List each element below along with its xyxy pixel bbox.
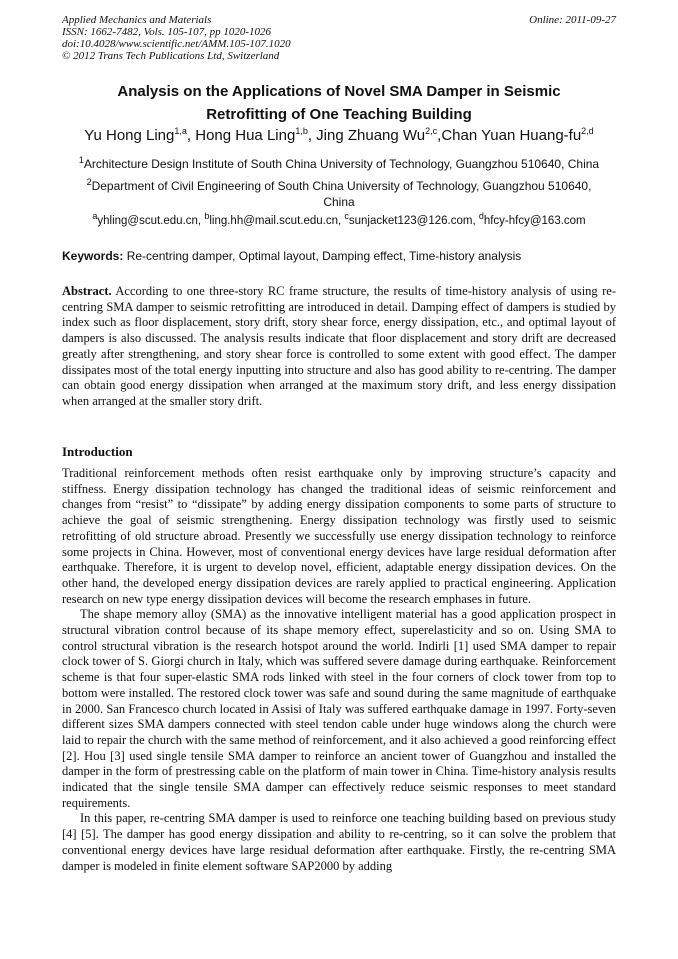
- author-emails: $^a$yhling@scut.edu.cn, $^b$ling.hh@mail.scut.edu.cn, $^c$sunjacket123@126.com, $^d$hfcy-hfcy@163.com: [92, 211, 586, 227]
- author-list: [50, 126, 628, 146]
- email[interactable]: $^a$yhling@scut.edu.cn: [92, 211, 198, 227]
- title-line-1: Analysis on the Applications of Novel SMA Damper in Seismic: [117, 83, 561, 100]
- keywords-text: Re-centring damper, Optimal layout, Damping effect, Time-history analysis: [123, 249, 522, 263]
- affiliation-2: $^2$Department of Civil Engineering of South China University of Technology, Guangzhou 510640, China: [86, 177, 592, 209]
- abstract-label: Abstract.: [62, 284, 112, 298]
- paragraph: In this paper, re-centring SMA damper is used to reinforce one teaching building based on previous study [4] [5]. The damper has good energy dissipation and ability to re-centring, so it can solve the problem that conventional energy devices have large residual deformation after earthquake. Firstly, the re-centring SMA damper is modeled in finite element software SAP2000 by adding: [62, 811, 616, 873]
- journal-header: [62, 14, 616, 62]
- paragraph: The shape memory alloy (SMA) as the innovative intelligent material has a good application prospect in structural vibration control because of its shape memory effect, superelasticity and so on. Using SMA to control structural vibration is the research hotspot around the world. Indirli [1] used SMA damper to repair clock tower of S. Giorgi church in Italy, which was suffered severe damage during earthquake. Reinforcement scheme is that four super-elastic SMA rods linked with steel in the four corners of clock tower from top to bottom were installed. The restored clock tower was safe and sound during the same magnitude of earthquake in 2000. San Francesco church located in Assisi of Italy was suffered earthquake damage in 1997. Forty-seven different sizes SMA dampers connected with steel tendon cable under huge windows along the church were laid to repair the church with the same method of reinforcement, and it also achieved a good reinforcing effect [2]. Hou [3] used single tensile SMA damper to reinforce an ancient tower of Guangzhou and installed the damper in the form of prestressing cable on the platform of main tower in China. Time-history analysis results indicated that the single tensile SMA damper can effectively reduce seismic responses to meet standard requirements.: [62, 607, 616, 810]
- email[interactable]: $^b$ling.hh@mail.scut.edu.cn: [204, 211, 338, 227]
- doi-line: doi:10.4028/www.scientific.net/AMM.105-107.1020: [62, 38, 291, 50]
- email[interactable]: $^c$sunjacket123@126.com: [344, 211, 473, 227]
- affiliation-1: $^1$Architecture Design Institute of South China University of Technology, Guangzhou 510640, China: [78, 155, 600, 171]
- author: Jing Zhuang Wu$^{2,c}$,: [316, 126, 442, 144]
- abstract-text: According to one three-story RC frame structure, the results of time-history analysis of using re-centring SMA damper to seismic retrofitting are introduced in detail. Damping effect of dampers is studied by index such as floor displacement, story drift, story shear force, energy dissipation, etc., and optimal layout of dampers is also discussed. The analysis results indicate that floor displacement and story drift are decreased greatly after strengthening, and story shear force is controlled to some extent with good effect. The damper dissipates most of the total energy inputting into structure and also has good ability to re-centring. The damper can obtain good energy dissipation when arranged at the maximum story drift, and less energy dissipation when arranged at the smaller story drift.: [62, 284, 616, 408]
- author: Hong Hua Ling$^{1,b}$,: [195, 126, 317, 144]
- keywords: [62, 248, 622, 264]
- title-line-2: Retrofitting of One Teaching Building: [206, 106, 472, 123]
- issn-line: ISSN: 1662-7482, Vols. 105-107, pp 1020-1026: [62, 26, 271, 38]
- introduction-body: [62, 466, 616, 874]
- section-heading-introduction: Introduction: [62, 444, 133, 459]
- paragraph: Traditional reinforcement methods often resist earthquake only by improving structure’s capacity and stiffness. Energy dissipation technology has changed the traditional ideas of seismic reinforcement and changes from “resist” to “dissipate” by adding energy dissipation components to some parts of structure to achieve the goal of seismic strengthening. Energy dissipation technology was firstly used to seismic retrofitting of old structure abroad. Presently we successfully use energy dissipation technology to reinforce some projects in China. However, most of conventional energy devices have large residual deformation after earthquake. Therefore, it is urgent to develop novel, efficient, adaptable energy dissipation devices. On the other hand, the developed energy dissipation devices are rarely applied to practical engineering. Application research on new type energy dissipation devices will become the research emphases in future.: [62, 466, 616, 606]
- author: Chan Yuan Huang-fu$^{2,d}$: [441, 126, 594, 144]
- paper-title: [62, 80, 616, 126]
- abstract: [62, 284, 616, 410]
- journal-name: Applied Mechanics and Materials: [62, 14, 212, 26]
- online-date: Online: 2011-09-27: [529, 14, 616, 26]
- author: Yu Hong Ling$^{1,a}$,: [84, 126, 196, 144]
- email[interactable]: $^d$hfcy-hfcy@163.com: [478, 211, 586, 227]
- keywords-label: Keywords:: [62, 249, 124, 263]
- copyright-line: © 2012 Trans Tech Publications Ltd, Switzerland: [62, 50, 280, 62]
